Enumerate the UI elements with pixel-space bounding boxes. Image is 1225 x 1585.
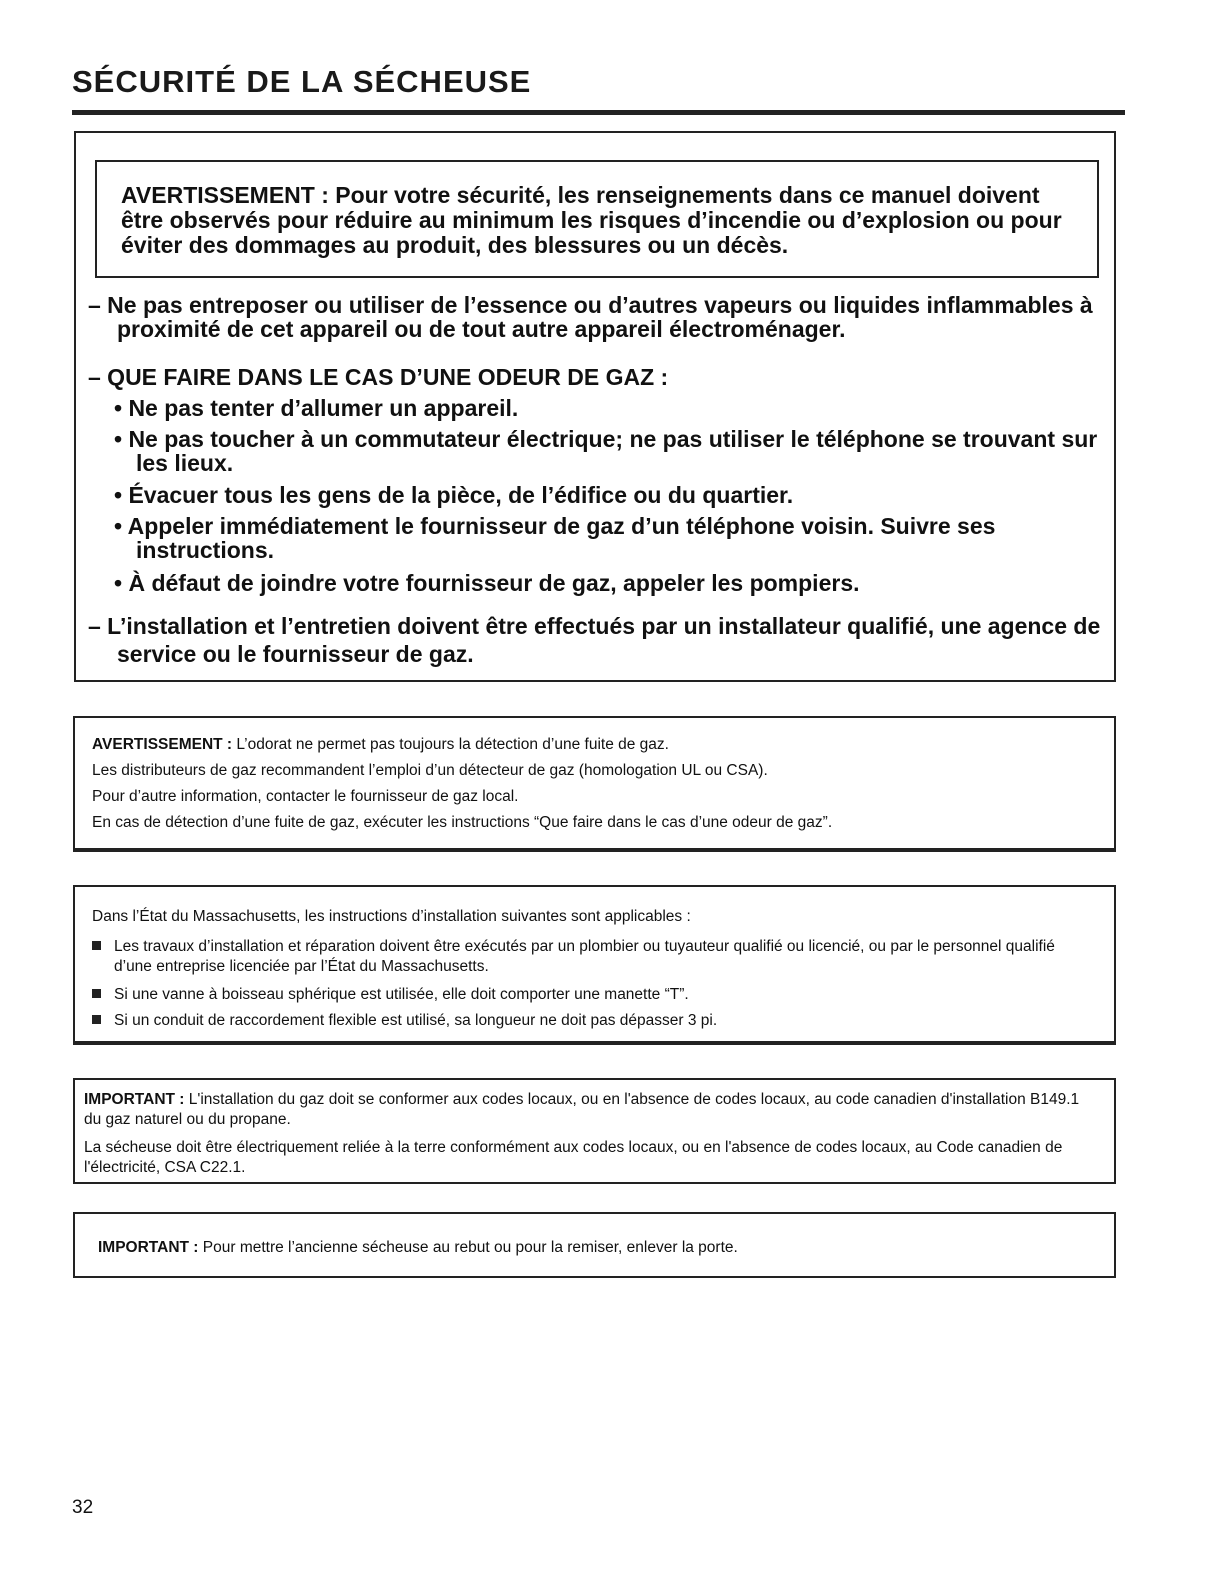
- important-label: IMPORTANT :: [84, 1091, 185, 1108]
- page-number: 32: [72, 1497, 94, 1518]
- no-flammables-item: – Ne pas entreposer ou utiliser de l’essence ou d’autres vapeurs ou liquides inflammables à proximité de cet appareil ou de tout autre appareil électroménager.: [88, 292, 1093, 342]
- list-item: Les travaux d’installation et réparation doivent être exécutés par un plombier ou tuyauteur qualifié ou licencié, ou par le personnel qualifié d’une entreprise licenciée par l’État du Massachusetts.: [92, 937, 1064, 977]
- important-label: IMPORTANT :: [98, 1239, 199, 1256]
- bullet-no-switch: • Ne pas toucher à un commutateur électrique; ne pas utiliser le téléphone se trouvant sur les lieux.: [114, 426, 1098, 476]
- gas-odor-heading: – QUE FAIRE DANS LE CAS D’UNE ODEUR DE GAZ :: [88, 364, 669, 390]
- important-disposal-box: [73, 1212, 1116, 1278]
- important-install-para-2: La sécheuse doit être électriquement reliée à la terre conformément aux codes locaux, ou en l'absence de codes locaux, au Code canadien de l'électricité, CSA C22.1.: [84, 1139, 1063, 1176]
- main-warning-box: [74, 131, 1116, 682]
- gas-warning-line-2: Les distributeurs de gaz recommandent l’emploi d’un détecteur de gaz (homologation UL ou CSA).: [92, 762, 768, 779]
- important-install-para-1: IMPORTANT : L'installation du gaz doit se conformer aux codes locaux, ou en l'absence de codes locaux, au code canadien d'installation B149.1 du gaz naturel ou du propane.: [84, 1091, 1080, 1128]
- important-install-box: [73, 1078, 1116, 1184]
- title-rule: [72, 110, 1125, 115]
- warning-statement: AVERTISSEMENT : Pour votre sécurité, les renseignements dans ce manuel doivent être observés pour réduire au minimum les risques d’incendie ou d’explosion ou pour éviter des dommages au produit, des blessures ou un décès.: [95, 160, 1099, 278]
- gas-warning-line-3: Pour d’autre information, contacter le fournisseur de gaz local.: [92, 788, 519, 805]
- qualified-installer-item: – L’installation et l’entretien doivent être effectués par un installateur qualifié, une agence de service ou le fournisseur de gaz.: [88, 613, 1101, 667]
- gas-warning-line-4: En cas de détection d’une fuite de gaz, exécuter les instructions “Que faire dans le cas d’une odeur de gaz”.: [92, 814, 833, 831]
- gas-warning-text: L’odorat ne permet pas toujours la détection d’une fuite de gaz.: [236, 736, 669, 753]
- list-item: Si une vanne à boisseau sphérique est utilisée, elle doit comporter une manette “T”.: [92, 985, 1064, 1005]
- important-disposal-text: IMPORTANT : Pour mettre l’ancienne sécheuse au rebut ou pour la remiser, enlever la porte.: [98, 1239, 738, 1256]
- bullet-evacuate: • Évacuer tous les gens de la pièce, de l’édifice ou du quartier.: [114, 482, 794, 508]
- massachusetts-intro: Dans l’État du Massachusetts, les instructions d’installation suivantes sont applicables :: [92, 908, 691, 925]
- bullet-call-firemen: • À défaut de joindre votre fournisseur de gaz, appeler les pompiers.: [114, 570, 860, 596]
- gas-warning-label: AVERTISSEMENT :: [92, 736, 233, 753]
- gas-warning-line-1: [92, 735, 1092, 755]
- page-title: SÉCURITÉ DE LA SÉCHEUSE: [72, 64, 532, 99]
- massachusetts-box: [73, 885, 1116, 1045]
- square-bullet-icon: [92, 989, 101, 998]
- square-bullet-icon: [92, 1015, 101, 1024]
- bullet-call-supplier: • Appeler immédiatement le fournisseur de gaz d’un téléphone voisin. Suivre ses instructions.: [114, 513, 996, 563]
- bullet-no-ignite: • Ne pas tenter d’allumer un appareil.: [114, 395, 519, 421]
- gas-detection-warning-box: [73, 716, 1116, 852]
- square-bullet-icon: [92, 941, 101, 950]
- list-item: Si un conduit de raccordement flexible est utilisé, sa longueur ne doit pas dépasser 3 pi.: [92, 1011, 1064, 1031]
